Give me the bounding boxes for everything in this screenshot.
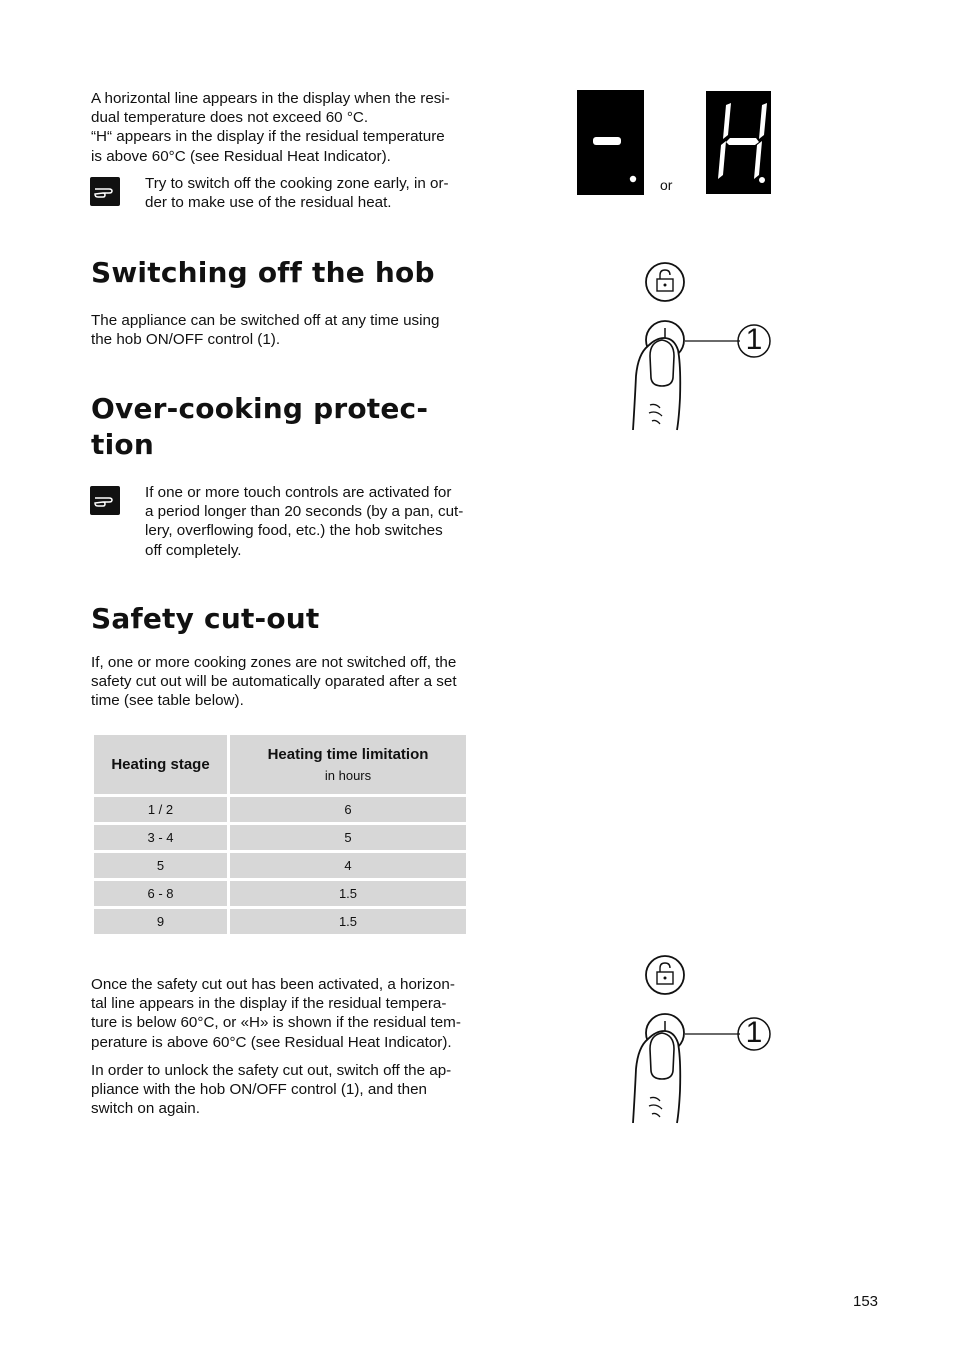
unlock-paragraph: [91, 1061, 465, 1119]
tip-residual-heat: [145, 174, 469, 212]
table-row: [94, 909, 466, 934]
overcooking-note: [145, 483, 469, 560]
note-line: lery, overflowing food, etc.) the hob switches: [145, 522, 443, 540]
table-row: [94, 881, 466, 906]
cell-stage: 3 - 4: [94, 825, 227, 850]
cell-stage: 9: [94, 909, 227, 934]
callout-number: 1: [745, 323, 763, 356]
paragraph-line: pliance with the hob ON/OFF control (1), and then: [91, 1081, 427, 1099]
cell-stage: 5: [94, 853, 227, 878]
paragraph-line: switch on again.: [91, 1100, 200, 1118]
paragraph-line: perature is above 60°C (see Residual Heat Indicator).: [91, 1033, 452, 1051]
paragraph-line: the hob ON/OFF control (1).: [91, 331, 281, 349]
display-dash: [577, 90, 644, 195]
callout-number: 1: [745, 1016, 763, 1049]
cell-hours: 1.5: [230, 881, 466, 906]
heading-line: tion: [91, 428, 154, 461]
page-number: 153: [853, 1293, 879, 1310]
lock-icon: [646, 956, 684, 994]
display-or-label: or: [660, 177, 673, 193]
paragraph-line: Once the safety cut out has been activated, a horizon-: [91, 976, 455, 993]
paragraph-line: In order to unlock the safety cut out, switch off the ap-: [91, 1062, 452, 1079]
table-row: [94, 825, 466, 850]
heading-line: Over-cooking protec-: [91, 392, 429, 425]
paragraph-line: ture is below 60°C, or «H» is shown if the residual tem-: [91, 1014, 461, 1032]
intro-line: dual temperature does not exceed 60 °C.: [91, 109, 369, 127]
note-line: a period longer than 20 seconds (by a pan, cut-: [145, 503, 464, 521]
pointing-hand-icon: [90, 486, 120, 515]
paragraph-line: tal line appears in the display if the residual tempera-: [91, 995, 447, 1013]
lock-icon: [646, 263, 684, 301]
paragraph-line: If, one or more cooking zones are not switched off, the: [91, 654, 457, 671]
table-row: [94, 797, 466, 822]
after-table-paragraph: [91, 975, 465, 1052]
heading-overcooking: [91, 391, 428, 463]
note-line: If one or more touch controls are activated for: [145, 484, 452, 501]
paragraph-line: The appliance can be switched off at any time using: [91, 312, 440, 329]
note-line: off completely.: [145, 541, 242, 559]
control-figure-bottom: [628, 951, 778, 1126]
intro-line: is above 60°C (see Residual Heat Indicator).: [91, 147, 391, 165]
control-figure-top: [628, 258, 778, 433]
pointing-hand-icon: [90, 177, 120, 206]
column-header: Heating stage: [94, 735, 227, 794]
column-header: [230, 735, 466, 794]
intro-line: A horizontal line appears in the display when the resi-: [91, 90, 450, 107]
cell-hours: 1.5: [230, 909, 466, 934]
cell-hours: 4: [230, 853, 466, 878]
paragraph-line: time (see table below).: [91, 692, 244, 710]
heading-safety-cutout: Safety cut-out: [91, 602, 320, 635]
tip-line: der to make use of the residual heat.: [145, 194, 392, 212]
table-row: [94, 853, 466, 878]
heating-time-table: [91, 732, 469, 937]
column-header-title: Heating time limitation: [267, 746, 429, 763]
finger-press-icon: [633, 1031, 680, 1123]
heading-switching-off: Switching off the hob: [91, 256, 435, 289]
switching-off-paragraph: [91, 311, 469, 349]
cell-stage: 6 - 8: [94, 881, 227, 906]
tip-line: Try to switch off the cooking zone early, in or-: [145, 175, 449, 192]
safety-cutout-paragraph: [91, 653, 469, 711]
display-h: [706, 91, 771, 194]
paragraph-line: safety cut out will be automatically oparated after a set: [91, 673, 457, 691]
cell-hours: 6: [230, 797, 466, 822]
finger-press-icon: [633, 338, 680, 430]
intro-paragraph: [91, 89, 469, 166]
intro-line: “H“ appears in the display if the residual temperature: [91, 128, 445, 146]
cell-stage: 1 / 2: [94, 797, 227, 822]
column-header-subtitle: in hours: [324, 768, 372, 783]
cell-hours: 5: [230, 825, 466, 850]
